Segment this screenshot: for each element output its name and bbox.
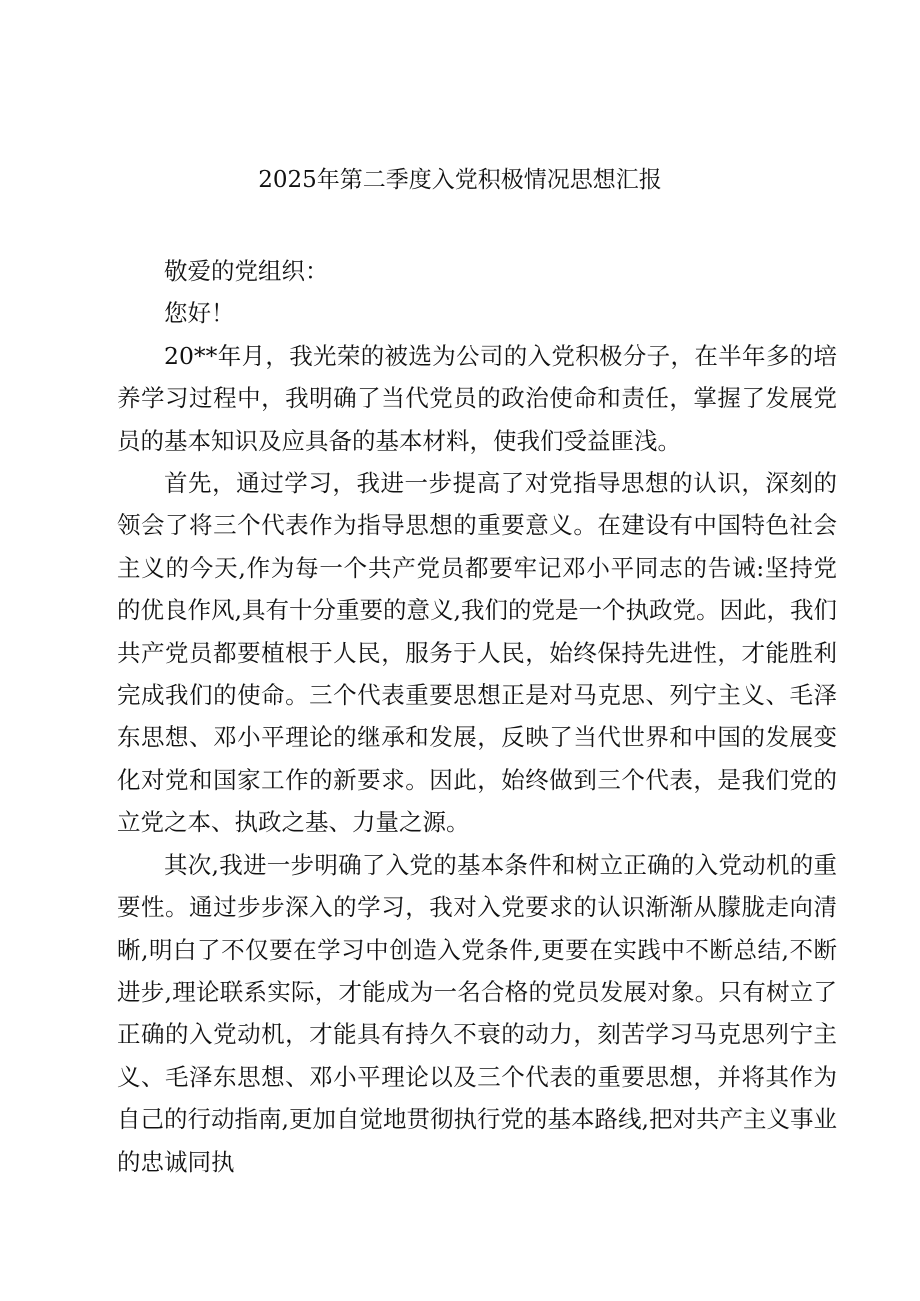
greeting: 您好！ — [164, 299, 235, 328]
paragraph-second: 其次,我进一步明确了入党的基本条件和树立正确的入党动机的重要性。通过步步深入的学习，我对入党要求的认识渐渐从朦胧走向清晰,明白了不仅要在学习中创造入党条件,更要在实践中不断总结,不断进步,理论联系实际，才能成为一名合格的党员发展对象。只有树立了正确的入党动机，才能具有持久不衰的动力，刻苦学习马克思列宁主义、毛泽东思想、邓小平理论以及三个代表的重要思想，并将其作为自己的行动指南,更加自觉地贯彻执行党的基本路线,把对共产主义事业的忠诚同执 — [117, 850, 837, 1176]
document-title: 2025年第二季度入党积极情况思想汇报 — [258, 167, 662, 193]
paragraph-first: 首先，通过学习，我进一步提高了对党指导思想的认识，深刻的领会了将三个代表作为指导思想的重要意义。在建设有中国特色社会主义的今天,作为每一个共产党员都要牢记邓小平同志的告诫:坚持党的优良作风,具有十分重要的意义,我们的党是一个执政党。因此，我们共产党员都要植根于人民，服务于人民，始终保持先进性，才能胜利完成我们的使命。三个代表重要思想正是对马克思、列宁主义、毛泽东思想、邓小平理论的继承和发展，反映了当代世界和中国的发展变化对党和国家工作的新要求。因此，始终做到三个代表，是我们党的立党之本、执政之基、力量之源。 — [117, 469, 837, 837]
salutation: 敬爱的党组织： — [164, 257, 329, 285]
paragraph-intro: 20**年月，我光荣的被选为公司的入党积极分子，在半年多的培养学习过程中，我明确了当代党员的政治使命和责任，掌握了发展党员的基本知识及应具备的基本材料，使我们受益匪浅。 — [117, 341, 837, 455]
document-body — [117, 250, 837, 1183]
